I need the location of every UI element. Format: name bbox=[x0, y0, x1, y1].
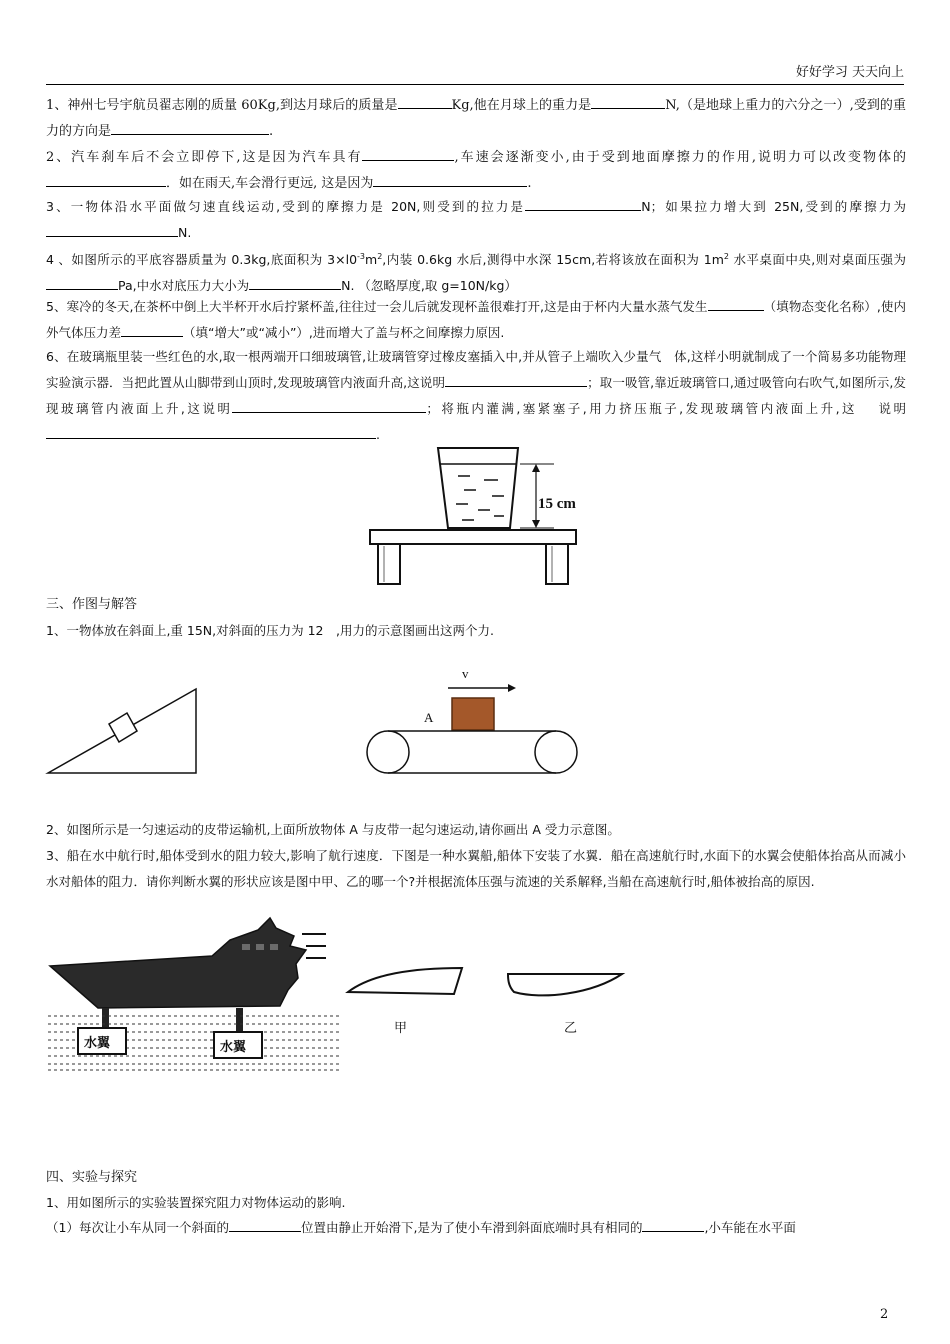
answer-blank[interactable] bbox=[398, 94, 452, 109]
object-label: A bbox=[424, 710, 434, 725]
page-number: 2 bbox=[880, 1307, 889, 1322]
question-3: 3、一物体沿水平面做匀速直线运动,受到的摩擦力是 20N,则受到的拉力是 N；如果拉力增大到 25N,受到的摩擦力为N. bbox=[46, 194, 906, 246]
answer-blank[interactable] bbox=[525, 196, 641, 211]
answer-blank[interactable] bbox=[232, 398, 426, 413]
answer-blank[interactable] bbox=[249, 275, 341, 290]
wing-shapes-figure bbox=[342, 960, 622, 1040]
answer-blank[interactable] bbox=[362, 146, 454, 161]
answer-blank[interactable] bbox=[111, 120, 269, 135]
shape-a-label: 甲 bbox=[394, 1021, 408, 1036]
shape-b-label: 乙 bbox=[564, 1021, 578, 1036]
answer-blank[interactable] bbox=[708, 296, 764, 311]
wing-label-2: 水翼 bbox=[220, 1040, 247, 1055]
section-4-sub-1: （1）每次让小车从同一个斜面的 位置由静止开始滑下,是为了使小车滑到斜面底端时具有相同的 ,小车能在水平面 bbox=[46, 1215, 906, 1241]
page-header bbox=[46, 64, 904, 85]
section-4-title: 四、实验与探究 bbox=[46, 1170, 138, 1185]
section-3-title: 三、作图与解答 bbox=[46, 597, 138, 612]
answer-blank[interactable] bbox=[229, 1217, 301, 1232]
wing-shape-a bbox=[348, 968, 462, 994]
hydrofoil-boat-figure bbox=[44, 912, 344, 1074]
section-3-question-1: 1、一物体放在斜面上,重 15N,对斜面的压力为 12 ,用力的示意图画出这两个力. bbox=[46, 623, 494, 638]
answer-blank[interactable] bbox=[445, 372, 587, 387]
wing-shape-b bbox=[508, 974, 622, 995]
section-4-question-1: 1、用如图所示的实验装置探究阻力对物体运动的影响. bbox=[46, 1195, 346, 1210]
object-a bbox=[452, 698, 494, 730]
answer-blank[interactable] bbox=[121, 322, 183, 337]
answer-blank[interactable] bbox=[46, 172, 166, 187]
answer-blank[interactable] bbox=[46, 222, 178, 237]
answer-blank[interactable] bbox=[591, 94, 665, 109]
container-figure bbox=[360, 440, 590, 588]
velocity-label: v bbox=[462, 666, 469, 681]
question-6: 6、在玻璃瓶里装一些红色的水,取一根两端开口细玻璃管,让玻璃管穿过橡皮塞插入中,并从管子上端吹入少量气 体,这样小明就制成了一个简易多功能物理实验演示器．当把此置从山脚带到山顶时,发现玻璃管内液面升高,这说明 ；取一吸管,靠近玻璃管口,通过吸管向右吹气,如图所示,发现玻璃管内液面上升,这说明 ；将瓶内灌满,塞紧塞子,用力挤压瓶子,发现玻璃管内液面上升,这 说明. bbox=[46, 349, 906, 442]
header-motto: 好好学习 天天向上 bbox=[795, 65, 904, 80]
answer-blank[interactable] bbox=[46, 275, 118, 290]
answer-blank[interactable] bbox=[46, 424, 376, 439]
answer-blank[interactable] bbox=[373, 172, 527, 187]
question-4: 4 、如图所示的平底容器质量为 0.3kg,底面积为 $3\times l0^{-3}m^2$,内装 0.6kg 水后,测得中水深 15cm,若将该放在面积为 $1m^2$ 水平桌面中央,则对桌面压强为Pa,中水对底压力大小为 N. （忽略厚度,取 g=10N/kg） bbox=[46, 252, 906, 294]
section-3-question-3: 3、船在水中航行时,船体受到水的阻力较大,影响了航行速度．下图是一种水翼船,船体下安装了水翼．船在高速航行时,水面下的水翼会使船体抬高从而减小水对船体的阻力．请你判断水翼的形状应该是图中甲、乙的哪一个?并根据流体压强与流速的关系解释,当船在高速航行时,船体被抬高的原因. bbox=[46, 848, 906, 889]
question-5: 5、寒冷的冬天,在茶杯中倒上大半杯开水后拧紧杯盖,往往过一会儿后就发现杯盖很难打开,这是由于杯内大量水蒸气发生 （填物态变化名称）,使内外气体压力差 （填“增大”或“减小”）,进而增大了盖与杯之间摩擦力原因. bbox=[46, 294, 906, 346]
incline-figure bbox=[46, 686, 202, 778]
question-2: 2、汽车刹车后不会立即停下,这是因为汽车具有 ,车速会逐渐变小,由于受到地面摩擦力的作用,说明力可以改变物体的．如在雨天,车会滑行更远, 这是因为 . bbox=[46, 145, 906, 197]
section-3-question-2: 2、如图所示是一匀速运动的皮带运输机,上面所放物体 A 与皮带一起匀速运动,请你画出 A 受力示意图。 bbox=[46, 822, 620, 837]
depth-label: 15 cm bbox=[538, 496, 576, 512]
answer-blank[interactable] bbox=[642, 1217, 704, 1232]
wing-label-1: 水翼 bbox=[84, 1036, 111, 1051]
question-1: 1、神州七号宇航员翟志刚的质量 60Kg,到达月球后的质量是 Kg,他在月球上的重力是 N,（是地球上重力的六分之一）,受到的重力的方向是 . bbox=[46, 93, 906, 145]
conveyor-figure bbox=[364, 660, 584, 780]
